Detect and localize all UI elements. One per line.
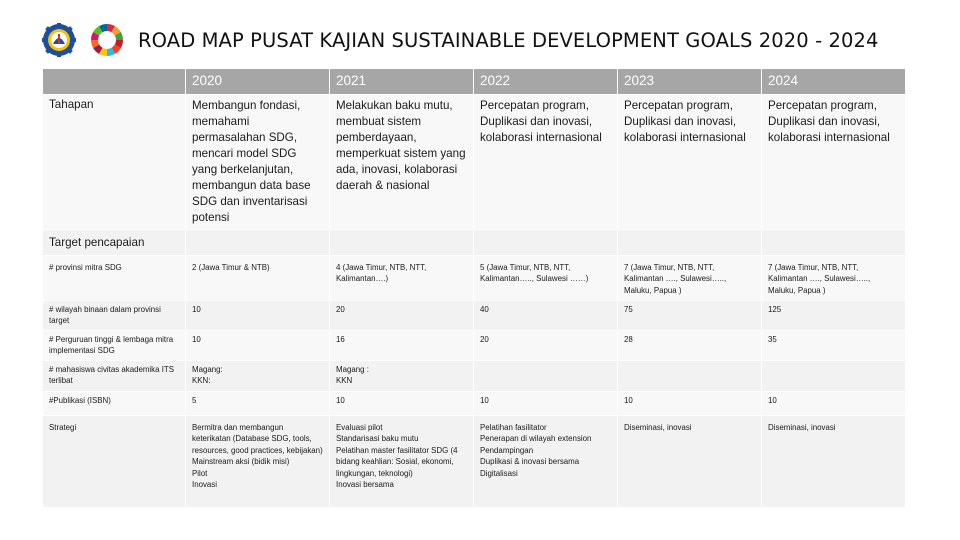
table-cell — [186, 230, 330, 256]
table-row-tahapan — [43, 95, 906, 230]
table-row-strategi — [43, 416, 906, 508]
table-cell: Membangun fondasi, memahami permasalahan SDG, mencari model SDG yang berkelanjutan, membangun data base SDG dan inventarisasi potensi — [186, 95, 330, 230]
year-header: 2024 — [762, 69, 906, 95]
year-header: 2023 — [618, 69, 762, 95]
table-header-row — [43, 69, 906, 95]
table-cell: Evaluasi pilot Standarisasi baku mutu Pelatihan master fasilitator SDG (4 bidang keahlian: Sosial, ekonomi, lingkungan, teknologi) Inovasi bersama — [330, 416, 474, 508]
table-cell — [474, 230, 618, 256]
table-row-provinsi — [43, 256, 906, 301]
table-cell: Pelatihan fasilitator Penerapan di wilayah extension Pendampingan Duplikasi & inovasi bersama Digitalisasi — [474, 416, 618, 508]
row-label: Tahapan — [43, 95, 186, 230]
table-cell: 5 (Jawa Timur, NTB, NTT, Kalimantan….., Sulawesi ……) — [474, 256, 618, 301]
table-cell: 7 (Jawa Timur, NTB, NTT, Kalimantan …., Sulawesi….., Maluku, Papua ) — [762, 256, 906, 301]
table-cell: 7 (Jawa Timur, NTB, NTT, Kalimantan …., Sulawesi….., Maluku, Papua ) — [618, 256, 762, 301]
table-cell: 10 — [618, 392, 762, 416]
table-cell — [474, 361, 618, 392]
row-label: #Publikasi (ISBN) — [43, 392, 186, 416]
table-cell: 5 — [186, 392, 330, 416]
table-row-wilayah — [43, 301, 906, 331]
page-title: ROAD MAP PUSAT KAJIAN SUSTAINABLE DEVELOPMENT GOALS 2020 - 2024 — [138, 28, 879, 52]
table-cell — [618, 361, 762, 392]
year-header: 2021 — [330, 69, 474, 95]
table-cell: 10 — [330, 392, 474, 416]
table-cell: Diseminasi, inovasi — [762, 416, 906, 508]
table-cell: 10 — [762, 392, 906, 416]
table-row-publikasi — [43, 392, 906, 416]
row-label: # Perguruan tinggi & lembaga mitra implementasi SDG — [43, 331, 186, 361]
table-cell: Percepatan program, Duplikasi dan inovasi, kolaborasi internasional — [474, 95, 618, 230]
table-cell: 75 — [618, 301, 762, 331]
table-cell: 20 — [474, 331, 618, 361]
table-cell: Percepatan program, Duplikasi dan inovasi, kolaborasi internasional — [618, 95, 762, 230]
table-row-mahasiswa — [43, 361, 906, 392]
roadmap-table — [42, 68, 906, 508]
table-cell: 10 — [186, 301, 330, 331]
table-cell — [330, 230, 474, 256]
table-cell: Magang: KKN: — [186, 361, 330, 392]
row-label: # provinsi mitra SDG — [43, 256, 186, 301]
table-cell: 40 — [474, 301, 618, 331]
table-cell: 35 — [762, 331, 906, 361]
table-cell: 10 — [186, 331, 330, 361]
table-cell: 4 (Jawa Timur, NTB, NTT, Kalimantan….) — [330, 256, 474, 301]
table-cell: 20 — [330, 301, 474, 331]
slide-header — [42, 20, 879, 60]
sdg-wheel-icon — [90, 23, 124, 57]
table-cell: 2 (Jawa Timur & NTB) — [186, 256, 330, 301]
row-label: # mahasiswa civitas akademika ITS terlibat — [43, 361, 186, 392]
table-cell — [618, 230, 762, 256]
table-cell: Magang : KKN — [330, 361, 474, 392]
row-label: Target pencapaian — [43, 230, 186, 256]
table-cell: Percepatan program, Duplikasi dan inovasi, kolaborasi internasional — [762, 95, 906, 230]
table-cell: Melakukan baku mutu, membuat sistem pemberdayaan, memperkuat sistem yang ada, inovasi, kolaborasi daerah & nasional — [330, 95, 474, 230]
table-cell: 125 — [762, 301, 906, 331]
table-row-perguruan — [43, 331, 906, 361]
row-label: # wilayah binaan dalam provinsi target — [43, 301, 186, 331]
table-cell: Diseminasi, inovasi — [618, 416, 762, 508]
table-cell: 28 — [618, 331, 762, 361]
table-cell: 10 — [474, 392, 618, 416]
header-blank-cell — [43, 69, 186, 95]
table-row-target — [43, 230, 906, 256]
table-cell — [762, 361, 906, 392]
table-cell: 16 — [330, 331, 474, 361]
table-cell: Bermitra dan membangun keterikatan (Database SDG, tools, resources, good practices, kebijakan) Mainstream aksi (bidik misi) Pilot Inovasi — [186, 416, 330, 508]
row-label: Strategi — [43, 416, 186, 508]
its-emblem-icon — [42, 23, 76, 57]
year-header: 2022 — [474, 69, 618, 95]
table-cell — [762, 230, 906, 256]
year-header: 2020 — [186, 69, 330, 95]
